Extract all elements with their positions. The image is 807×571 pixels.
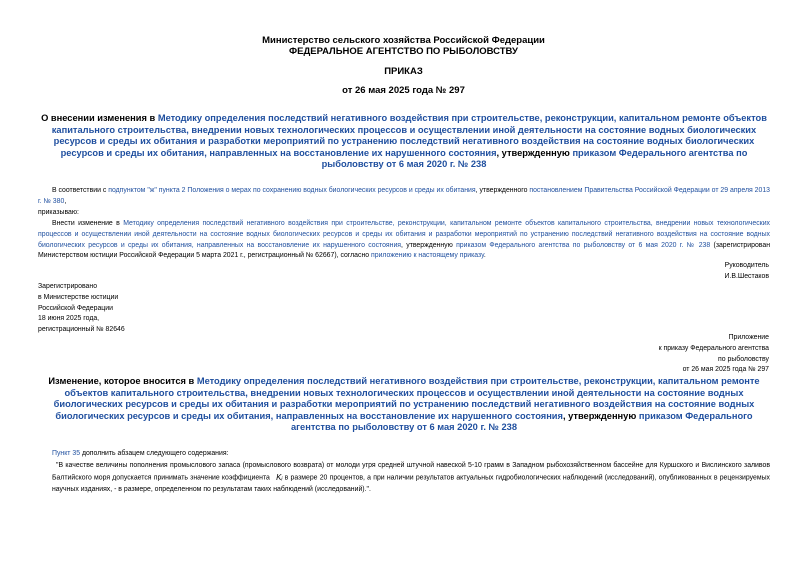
registration-line: Российской Федерации xyxy=(38,304,113,312)
amendment-intro xyxy=(52,449,228,460)
appendix-line: к приказу Федерального агентства xyxy=(658,344,769,352)
document-title xyxy=(38,113,770,171)
methodology-link-body[interactable]: Методику определения последствий негативного воздействия при строительстве, реконструкции, капитальном ремонте объектов капитального строительства, внедрении новых технологических процессов и осуществлении иной деятельности на состояние водных биологических ресурсов и среды их обитания и разработки мероприятий по устранению последствий негативного воздействия на состояние водных биологических ресурсов и среды их обитания, направленных на восстановление их нарушенного состояния xyxy=(38,220,770,249)
order-word: приказываю: xyxy=(38,209,79,216)
main-text: , утвержденную xyxy=(401,241,457,249)
order-238-link-body[interactable]: приказом Федерального агентства по рыболовству от 6 мая 2020 г. № 238 xyxy=(456,241,711,249)
change-title-middle: , утвержденную xyxy=(562,410,639,421)
registration-block xyxy=(38,282,125,336)
government-decree-link[interactable]: постановлением Правительства Российской Федерации от 29 апреля 2013 г. № 380 xyxy=(38,187,770,205)
title-middle: , утвержденную xyxy=(496,147,573,158)
change-title xyxy=(38,376,770,434)
preamble-paragraph xyxy=(38,186,770,208)
appendix-line: Приложение xyxy=(728,334,769,341)
agency-name: ФЕДЕРАЛЬНОЕ АГЕНТСТВО ПО РЫБОЛОВСТВУ xyxy=(289,46,518,57)
ministry-name: Министерство сельского хозяйства Российской Федерации xyxy=(262,35,545,46)
signatory-position: Руководитель xyxy=(724,262,769,269)
appendix-link[interactable]: приложению к настоящему приказу xyxy=(371,252,484,260)
order-238-link[interactable]: приказом Федерального агентства по рыболовству от 6 мая 2020 г. № 238 xyxy=(321,147,748,169)
document-type: ПРИКАЗ xyxy=(384,66,423,77)
title-prefix: О внесении изменения в xyxy=(41,113,158,123)
main-paragraph xyxy=(38,219,770,262)
order-238-link-change[interactable]: приказом Федерального агентства по рыболовству от 6 мая 2020 г. № 238 xyxy=(290,410,753,432)
preamble-text: , утвержденного xyxy=(475,187,530,194)
amendment-intro-text: дополнить абзацем следующего содержания: xyxy=(80,450,229,457)
registration-line: 18 июня 2025 года, xyxy=(38,315,100,323)
point-35-link[interactable]: Пункт 35 xyxy=(52,450,81,457)
amendment-quote xyxy=(52,460,770,495)
quote-text: в размере 20 процентов, а при наличии результатов актуальных гидробиологических наблюдений (исследований), опубликованных в рецензируемых научных изданиях, - в размере, определенном по результатам таких наблюдений (исследований).". xyxy=(52,474,770,493)
methodology-link[interactable]: Методику определения последствий негативного воздействия при строительстве, реконструкции, капитальном ремонте объектов капитального строительства, внедрении новых технологических процессов и осуществлении иной деятельности на состояние водных биологических ресурсов и среды их обитания и разработки мероприятий по устранению последствий негативного воздействия на состояние водных биологических ресурсов и среды их обитания, направленных на восстановление их нарушенного состояния xyxy=(51,113,767,158)
main-text: Внести изменение в xyxy=(52,220,124,227)
registration-line: в Министерстве юстиции xyxy=(38,293,119,301)
registration-line: регистрационный № 82646 xyxy=(38,326,125,334)
preamble-text: В соответствии с xyxy=(52,187,109,194)
methodology-link-change[interactable]: Методику определения последствий негативного воздействия при строительстве, реконструкции, капитальном ремонте объектов капитального строительства, внедрении новых технологических процессов и осуществлении иной деятельности на состояние водных биологических ресурсов и среды их обитания и разработки мероприятий по устранению последствий негативного воздействия на состояние водных биологических ресурсов и среды их обитания, направленных на восстановление их нарушенного состояния xyxy=(53,376,760,421)
main-text: . xyxy=(483,252,486,260)
appendix-line: от 26 мая 2025 года № 297 xyxy=(682,366,769,374)
main-text: (зарегистрирован Министерством юстиции Российской Федерации 5 марта 2021 г., регистрационный № 62667), согласно xyxy=(38,241,771,260)
change-title-prefix: Изменение, которое вносится в xyxy=(48,376,197,386)
signature-block xyxy=(725,261,769,283)
regulation-subpoint-link[interactable]: подпунктом "ж" пункта 2 Положения о мерах по сохранению водных биологических ресурсов и среды их обитания xyxy=(108,187,476,194)
quote-text: "В качестве величины пополнения промыслового запаса (промыслового возврата) от молоди угря средней штучной навеской 5-10 грамм в Западном рыбохозяйственном бассейне для Куршского и Вислинского заливов Балтийского моря допускается принимать значение коэффициента xyxy=(52,462,770,482)
appendix-line: по рыболовству xyxy=(718,355,769,363)
preamble-text: , xyxy=(64,197,67,205)
registration-line: Зарегистрировано xyxy=(38,283,98,290)
document-date-number: от 26 мая 2025 года № 297 xyxy=(342,85,465,96)
coefficient-symbol: Kᵢ xyxy=(276,472,283,482)
appendix-header xyxy=(659,333,769,376)
signatory-name: И.В.Шестаков xyxy=(724,272,769,280)
document-header xyxy=(0,35,807,57)
